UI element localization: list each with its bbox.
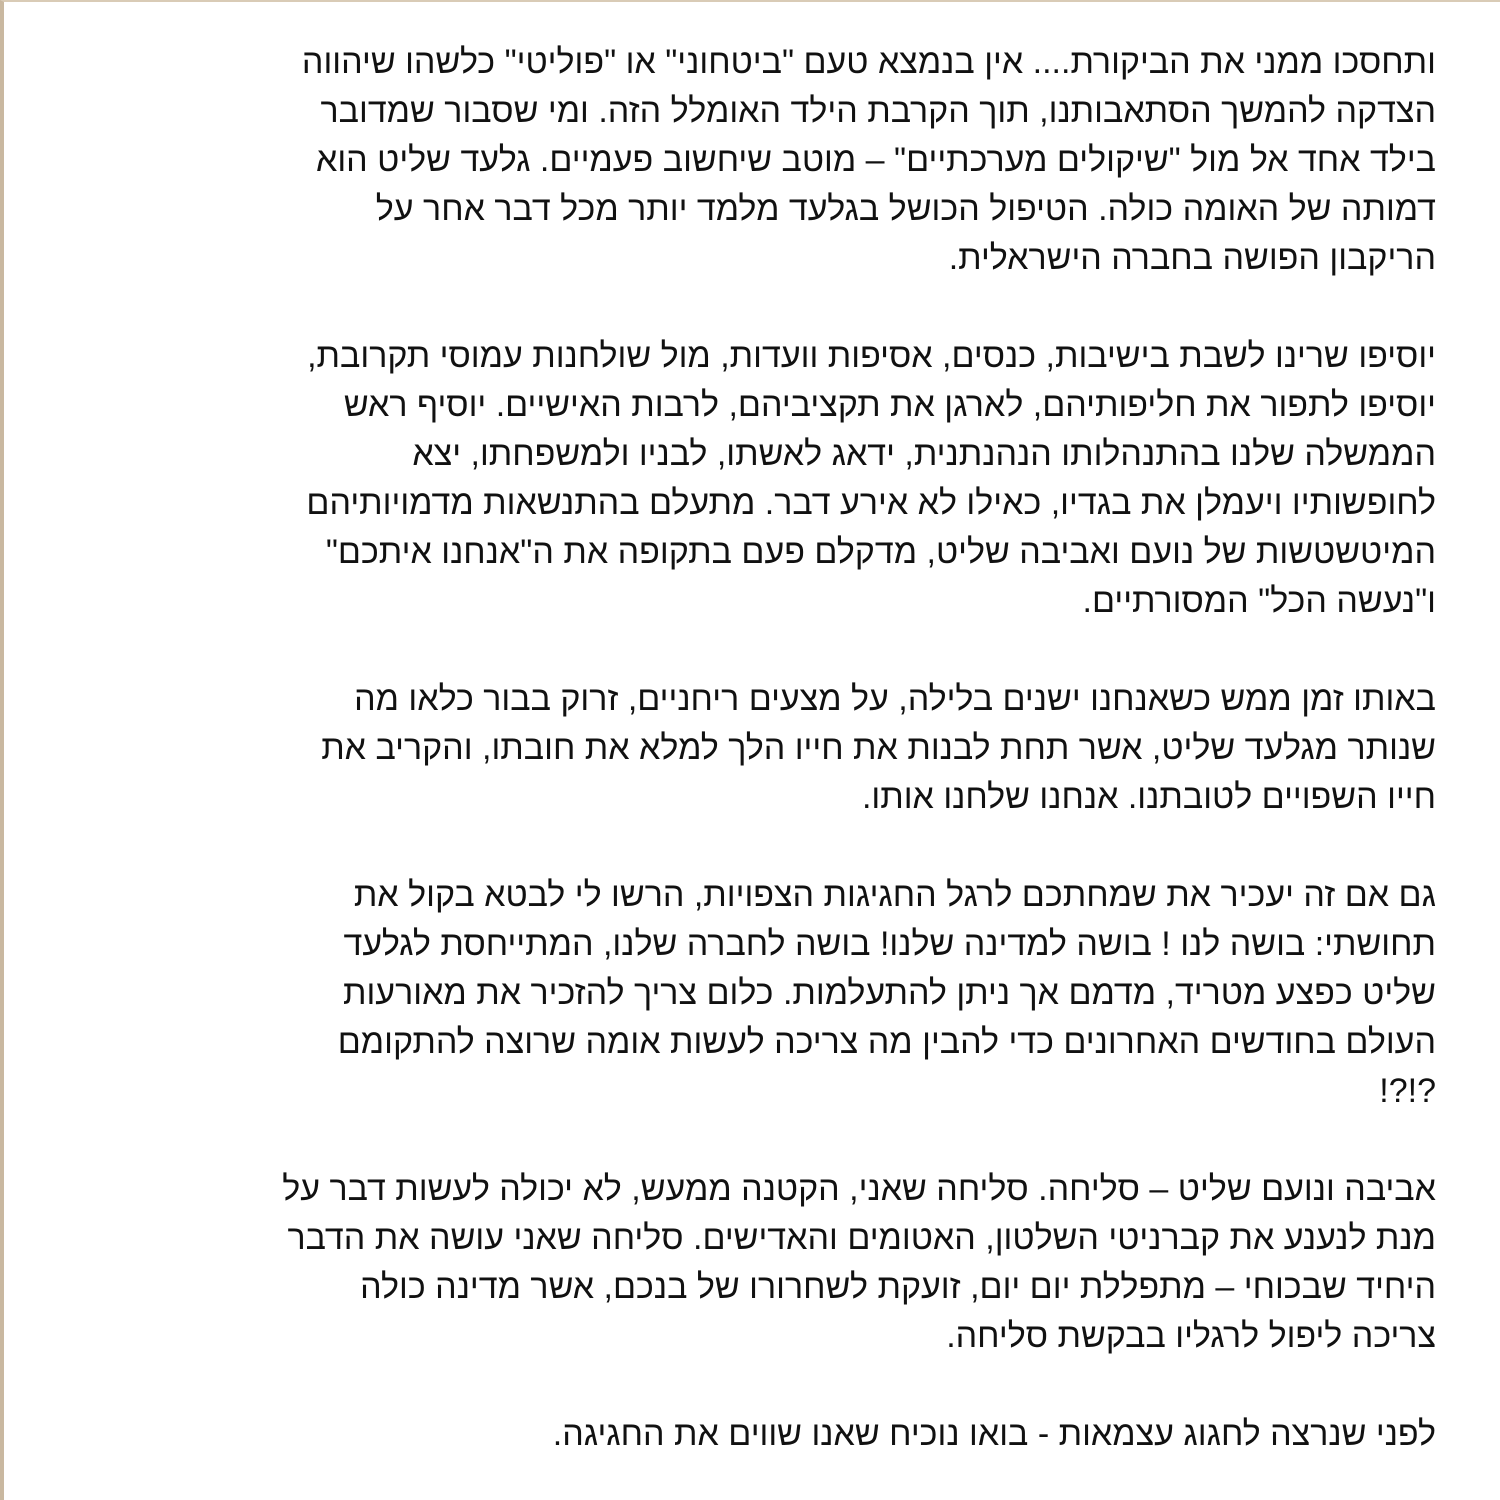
paragraph-3 bbox=[76, 675, 1436, 822]
document-body bbox=[76, 38, 1436, 1500]
text-line: יוסיפו לתפור את חליפותיהם, לארגן את תקציביהם, לרבות האישיים. יוסיף ראש bbox=[343, 386, 1436, 424]
text-line: ?!?! bbox=[1379, 1072, 1436, 1110]
text-line: העולם בחודשים האחרונים כדי להבין מה צריכה לעשות אומה שרוצה להתקומם bbox=[337, 1023, 1436, 1061]
text-line: הממשלה שלנו בהתנהלותו הנהנתנית, ידאג לאשתו, לבניו ולמשפחתו, יצא bbox=[412, 435, 1436, 473]
text-line: צריכה ליפול לרגליו בבקשת סליחה. bbox=[946, 1317, 1436, 1355]
text-line: שליט כפצע מטריד, מדמם אך ניתן להתעלמות. כלום צריך להזכיר את מאורעות bbox=[342, 974, 1436, 1012]
paragraph-5 bbox=[76, 1165, 1436, 1361]
paragraph-6 bbox=[76, 1410, 1436, 1459]
text-line: שנותר מגלעד שליט, אשר תחת לבנות את חייו הלך למלא את חובתו, והקריב את bbox=[321, 729, 1436, 767]
text-line: באותו זמן ממש כשאנחנו ישנים בלילה, על מצעים ריחניים, זרוק בבור כלאו מה bbox=[354, 680, 1436, 718]
text-line: המיטשטשות של נועם ואביבה שליט, מדקלם פעם בתקופה את ה"אנחנו איתכם" bbox=[325, 533, 1436, 571]
text-line: דמותה של האומה כולה. הטיפול הכושל בגלעד מלמד יותר מכל דבר אחר על bbox=[375, 190, 1436, 228]
text-line: הצדקה להמשך הסתאבותנו, תוך הקרבת הילד האומלל הזה. ומי שסבור שמדובר bbox=[320, 92, 1436, 130]
paragraph-1 bbox=[76, 38, 1436, 283]
text-line: לפני שנרצה לחגוג עצמאות - בואו נוכיח שאנו שווים את החגיגה. bbox=[552, 1415, 1436, 1453]
paragraph-4 bbox=[76, 871, 1436, 1116]
text-line: לחופשותיו ויעמלן את בגדיו, כאילו לא אירע דבר. מתעלם בהתנשאות מדמויותיהם bbox=[306, 484, 1436, 522]
text-line: היחיד שבכוחי – מתפללת יום יום, זועקת לשחרורו של בנכם, אשר מדינה כולה bbox=[360, 1268, 1436, 1306]
text-line: בילד אחד אל מול "שיקולים מערכתיים" – מוטב שיחשוב פעמיים. גלעד שליט הוא bbox=[315, 141, 1436, 179]
text-line: הריקבון הפושה בחברה הישראלית. bbox=[948, 239, 1436, 277]
text-line: ו"נעשה הכל" המסורתיים. bbox=[1082, 582, 1436, 620]
text-line: תחושתי: בושה לנו ! בושה למדינה שלנו! בושה לחברה שלנו, המתייחסת לגלעד bbox=[343, 925, 1436, 963]
text-line: מנת לנענע את קברניטי השלטון, האטומים והאדישים. סליחה שאני עושה את הדבר bbox=[287, 1219, 1436, 1257]
paragraph-2 bbox=[76, 332, 1436, 626]
text-line: גם אם זה יעכיר את שמחתכם לרגל החגיגות הצפויות, הרשו לי לבטא בקול את bbox=[353, 876, 1436, 914]
text-line: יוסיפו שרינו לשבת בישיבות, כנסים, אסיפות וועדות, מול שולחנות עמוסי תקרובת, bbox=[307, 337, 1436, 375]
text-line: ותחסכו ממני את הביקורת.... אין בנמצא טעם "ביטחוני" או "פוליטי" כלשהו שיהווה bbox=[301, 43, 1436, 81]
text-line: אביבה ונועם שליט – סליחה. סליחה שאני, הקטנה ממעש, לא יכולה לעשות דבר על bbox=[282, 1170, 1436, 1208]
text-line: חייו השפויים לטובתנו. אנחנו שלחנו אותו. bbox=[861, 778, 1436, 816]
